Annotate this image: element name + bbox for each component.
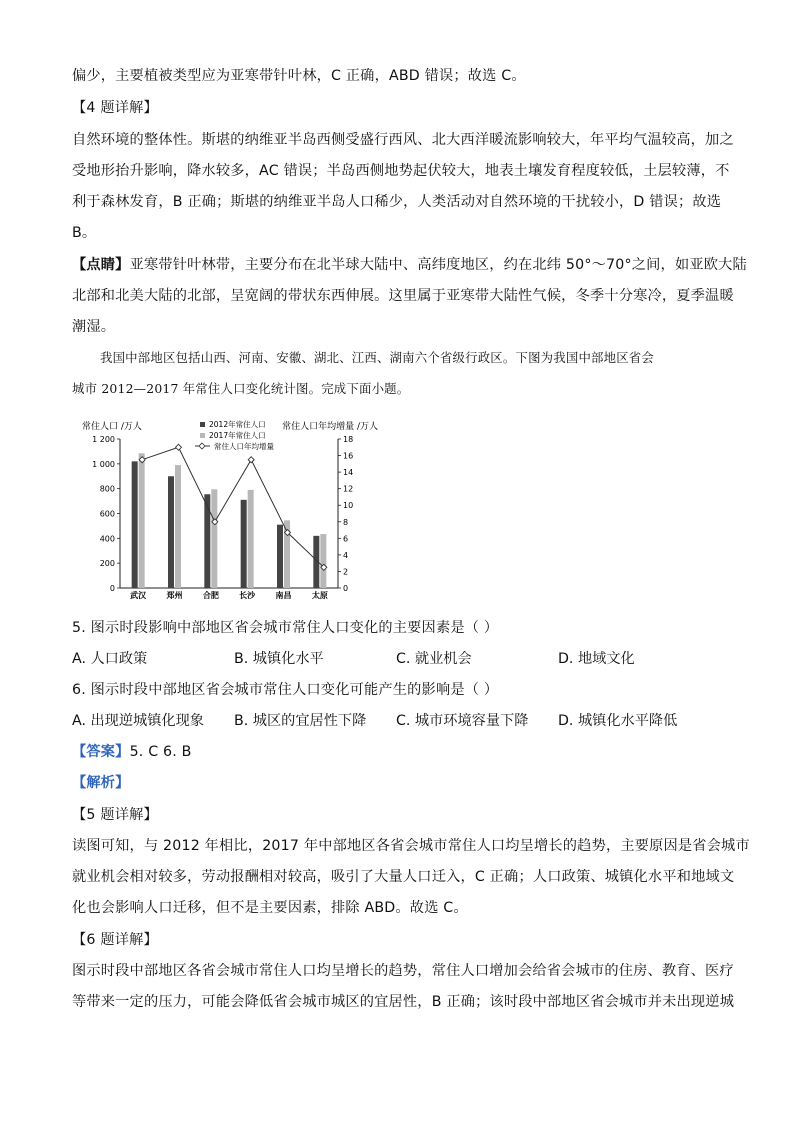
x-tick-label: 合肥 (202, 591, 219, 600)
material-intro: 城市 2012—2017 年常住人口变化统计图。完成下面小题。 (72, 381, 410, 396)
y-tick-label: 0 (109, 584, 115, 593)
increment-point (176, 444, 182, 450)
y2-tick-label: 0 (343, 584, 349, 593)
answer-line (72, 742, 722, 762)
key-point-text: 亚寒带针叶林带，主要分布在北半球大陆中、高纬度地区，约在北纬 50°～70°之间，如亚欧大陆 (129, 257, 747, 273)
x-tick-label: 郑州 (166, 591, 183, 600)
population-chart (80, 417, 380, 607)
question-5: 5. 图示时段影响中部地区省会城市常住人口变化的主要因素是（ ） (72, 620, 499, 636)
bar-2017 (320, 534, 326, 588)
q6-option-d: D. 城镇化水平降低 (558, 713, 678, 729)
increment-point (248, 457, 254, 463)
bar-2012 (168, 476, 174, 588)
bar-2017 (175, 465, 181, 588)
y-tick-label: 200 (99, 559, 115, 569)
q6-detail-text: 等带来一定的压力，可能会降低省会城市城区的宜居性，B 正确；该时段中部地区省会城市并未出现逆城 (72, 994, 735, 1010)
bar-2017 (248, 490, 254, 588)
y-tick-label: 400 (99, 534, 115, 544)
y-tick-label: 600 (99, 509, 115, 519)
prev-answer-line: 偏少，主要植被类型应为亚寒带针叶林，C 正确，ABD 错误；故选 C。 (72, 68, 526, 84)
q4-detail-text: 受地形抬升影响，降水较多，AC 错误；半岛西侧地势起伏较大，地表土壤发育程度较低，土层较薄，不 (72, 163, 730, 179)
legend-swatch-2012 (200, 422, 205, 427)
q6-option-c: C. 城市环境容量下降 (396, 713, 529, 729)
y-tick-label: 800 (99, 484, 115, 494)
q5-detail-text: 化也会影响人口迁移，但不是主要因素，排除 ABD。故选 C。 (72, 900, 468, 916)
bar-2017 (139, 453, 145, 588)
q6-detail-text: 图示时段中部地区各省会城市常住人口均呈增长的趋势，常住人口增加会给省会城市的住房、教育、医疗 (72, 963, 734, 979)
key-point-text: 北部和北美大陆的北部，呈宽阔的带状东西伸展。这里属于亚寒带大陆性气候，冬季十分寒冷，夏季温暖 (72, 288, 734, 304)
x-tick-label: 南昌 (275, 591, 292, 600)
y2-axis-title: 常住人口年均增量 /万人 (282, 422, 378, 432)
x-tick-label: 太原 (311, 591, 328, 600)
q4-detail-text: 自然环境的整体性。斯堪的纳维亚半岛西侧受盛行西风、北大西洋暖流影响较大，年平均气温较高，加之 (72, 132, 734, 148)
legend-marker-increment (199, 443, 205, 449)
q5-detail-text: 就业机会相对较多，劳动报酬相对较高，吸引了大量人口迁入，C 正确；人口政策、城镇化水平和地域文 (72, 869, 735, 885)
y-tick-label: 1 200 (92, 435, 115, 444)
y2-tick-label: 12 (343, 484, 354, 494)
question-6: 6. 图示时段中部地区省会城市常住人口变化可能产生的影响是（ ） (72, 682, 499, 698)
x-tick-label: 长沙 (239, 591, 256, 600)
key-point-paragraph (72, 255, 747, 275)
q4-detail-heading: 【4 题详解】 (72, 100, 158, 116)
bar-2012 (204, 494, 210, 588)
legend-label-increment: 常住人口年均增量 (214, 442, 274, 451)
q6-detail-heading: 【6 题详解】 (72, 932, 158, 948)
y2-tick-label: 6 (343, 534, 349, 544)
y-axis-title: 常住人口 /万人 (82, 422, 142, 432)
bar-2012 (277, 525, 283, 588)
material-intro: 我国中部地区包括山西、河南、安徽、湖北、江西、湖南六个省级行政区。下图为我国中部地区省会 (100, 350, 654, 365)
y2-tick-label: 16 (343, 451, 354, 461)
q4-detail-text: B。 (72, 225, 97, 241)
y2-tick-label: 2 (343, 567, 349, 577)
answer-text: 5. C 6. B (129, 744, 192, 760)
y2-tick-label: 8 (343, 517, 349, 527)
legend-swatch-2017 (200, 433, 205, 438)
q5-option-c: C. 就业机会 (396, 651, 472, 667)
y2-tick-label: 4 (343, 550, 349, 560)
legend-label-2012: 2012年常住人口 (209, 420, 266, 429)
q5-detail-heading: 【5 题详解】 (72, 807, 158, 823)
q5-option-b: B. 城镇化水平 (234, 651, 324, 667)
key-point-text: 潮湿。 (72, 319, 116, 335)
y2-tick-label: 18 (343, 435, 354, 444)
y2-tick-label: 14 (343, 468, 354, 478)
analysis-tag: 【解析】 (72, 775, 130, 791)
q5-option-d: D. 地域文化 (558, 651, 635, 667)
y2-tick-label: 10 (343, 501, 354, 511)
key-point-tag: 【点睛】 (72, 257, 130, 273)
y-tick-label: 1 000 (92, 459, 115, 469)
bar-2012 (132, 461, 138, 588)
legend-label-2017: 2017年常住人口 (209, 431, 266, 440)
q4-detail-text: 利于森林发育，B 正确；斯堪的纳维亚半岛人口稀少，人类活动对自然环境的干扰较小，D 错误；故选 (72, 194, 722, 210)
q5-option-a: A. 人口政策 (72, 651, 148, 667)
bar-2012 (241, 500, 247, 588)
bar-2017 (211, 489, 217, 588)
q6-option-b: B. 城区的宜居性下降 (234, 713, 367, 729)
q6-option-a: A. 出现逆城镇化现象 (72, 713, 204, 729)
q5-detail-text: 读图可知，与 2012 年相比，2017 年中部地区各省会城市常住人口均呈增长的趋势，主要原因是省会城市 (72, 838, 750, 854)
x-tick-label: 武汉 (130, 591, 147, 600)
answer-tag: 【答案】 (72, 744, 130, 760)
